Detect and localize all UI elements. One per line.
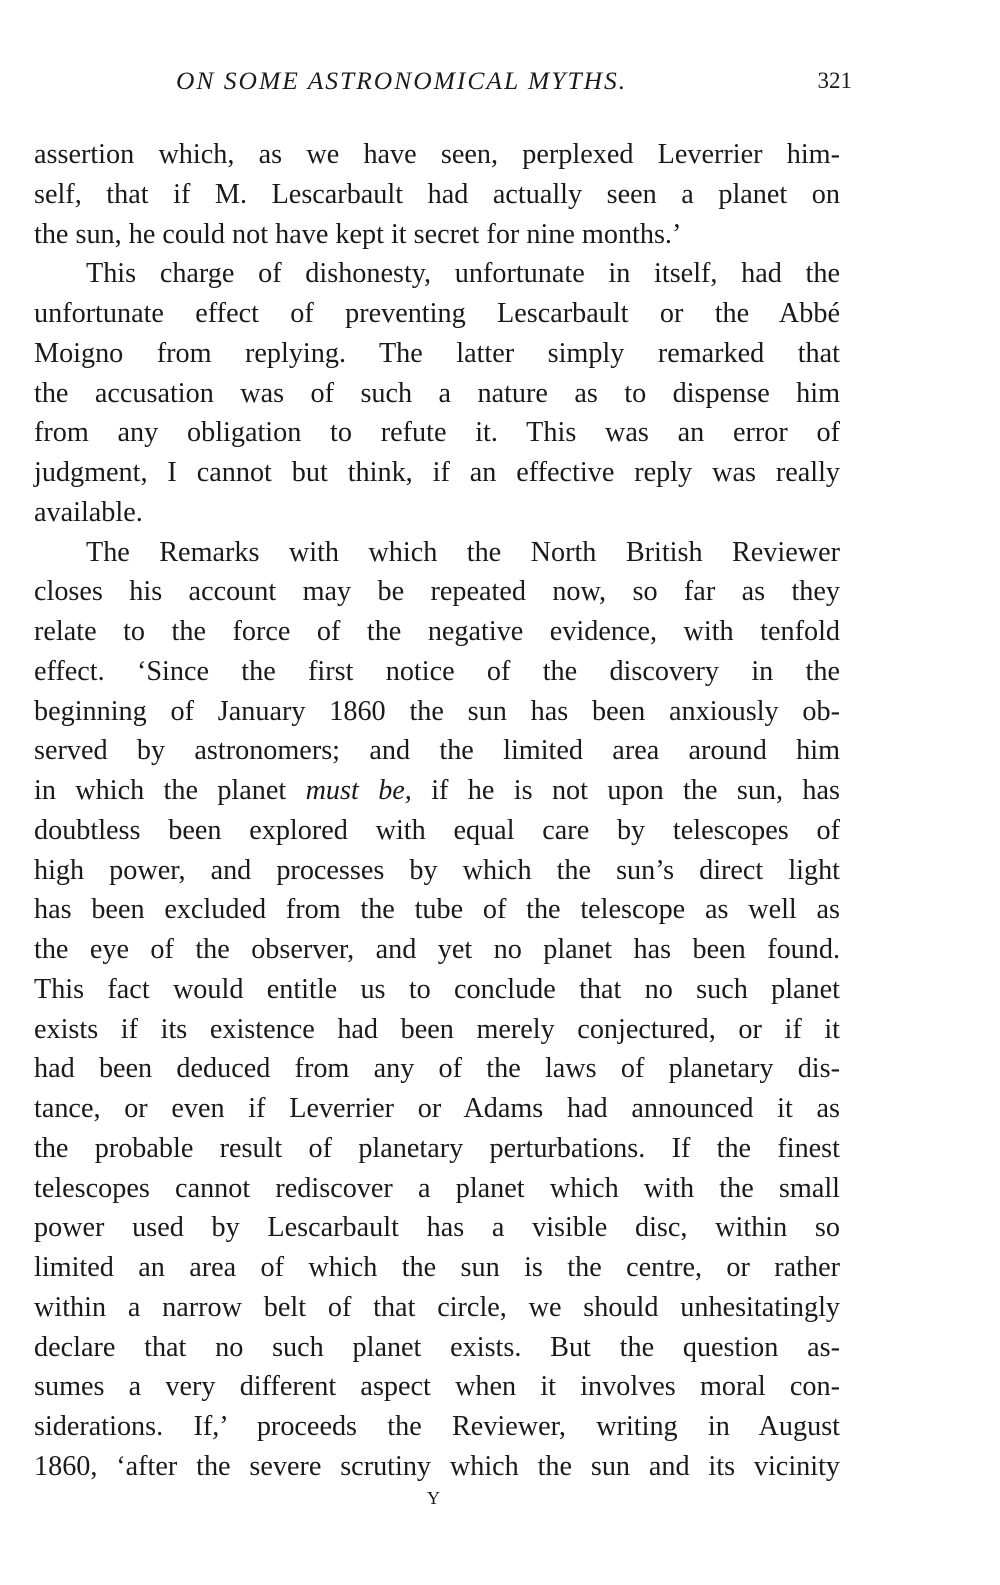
text-line: declare that no such planet exists. But the question as- [34, 1331, 840, 1363]
text-line: limited an area of which the sun is the centre, or rather [34, 1252, 840, 1283]
text-line: Moigno from replying. The latter simply remarked that [34, 337, 840, 369]
text-line: high power, and processes by which the sun’s direct light [34, 854, 840, 886]
running-title: ON SOME ASTRONOMICAL MYTHS. [176, 66, 628, 95]
text-run: in which the planet [34, 775, 306, 806]
text-line: the eye of the observer, and yet no planet has been found. [34, 934, 840, 965]
text-line: 1860, ‘after the severe scrutiny which the sun and its vicinity [34, 1450, 840, 1482]
signature-mark: Y [427, 1488, 441, 1508]
emphasized-text: must be, [305, 775, 412, 806]
text-line: power used by Lescarbault has a visible disc, within so [34, 1212, 840, 1244]
text-line: judgment, I cannot but think, if an effective reply was really [34, 457, 840, 488]
text-line: doubtless been explored with equal care by telescopes of [34, 814, 840, 846]
text-line: from any obligation to refute it. This was an error of [34, 417, 840, 449]
running-head [176, 66, 852, 102]
text-line: beginning of January 1860 the sun has been anxiously ob- [34, 695, 840, 727]
page-number: 321 [817, 68, 852, 93]
text-line: siderations. If,’ proceeds the Reviewer, writing in August [34, 1411, 840, 1442]
text-line: self, that if M. Lescarbault had actually seen a planet on [34, 178, 840, 210]
text-line: unfortunate effect of preventing Lescarbault or the Abbé [34, 298, 840, 329]
text-line: served by astronomers; and the limited area around him [34, 735, 840, 767]
text-line: has been excluded from the tube of the telescope as well as [34, 894, 840, 926]
text-line: exists if its existence had been merely conjectured, or if it [34, 1013, 840, 1045]
paragraph-start-line: This charge of dishonesty, unfortunate in itself, had the [86, 258, 840, 290]
text-line: closes his account may be repeated now, so far as they [34, 576, 840, 608]
text-line: the accusation was of such a nature as to dispense him [34, 377, 840, 409]
text-line: This fact would entitle us to conclude that no such planet [34, 973, 840, 1005]
text-line: tance, or even if Leverrier or Adams had announced it as [34, 1093, 840, 1124]
text-line: available. [34, 496, 143, 528]
body-text [34, 135, 840, 1487]
text-line: telescopes cannot rediscover a planet which with the small [34, 1172, 840, 1204]
text-line: the sun, he could not have kept it secret for nine months.’ [34, 218, 682, 250]
text-line: effect. ‘Since the first notice of the discovery in the [34, 655, 840, 687]
text-line-with-emphasis [34, 771, 840, 811]
text-line: relate to the force of the negative evidence, with tenfold [34, 616, 840, 647]
text-line: had been deduced from any of the laws of planetary dis- [34, 1053, 840, 1085]
text-run: if he is not upon the sun, has [411, 775, 841, 806]
text-line: the probable result of planetary perturbations. If the finest [34, 1132, 840, 1164]
text-line: within a narrow belt of that circle, we should unhesitatingly [34, 1291, 840, 1323]
text-line: sumes a very different aspect when it involves moral con- [34, 1371, 840, 1403]
paragraph-start-line: The Remarks with which the North British Reviewer [86, 536, 840, 568]
text-line: assertion which, as we have seen, perplexed Leverrier him- [34, 139, 840, 170]
